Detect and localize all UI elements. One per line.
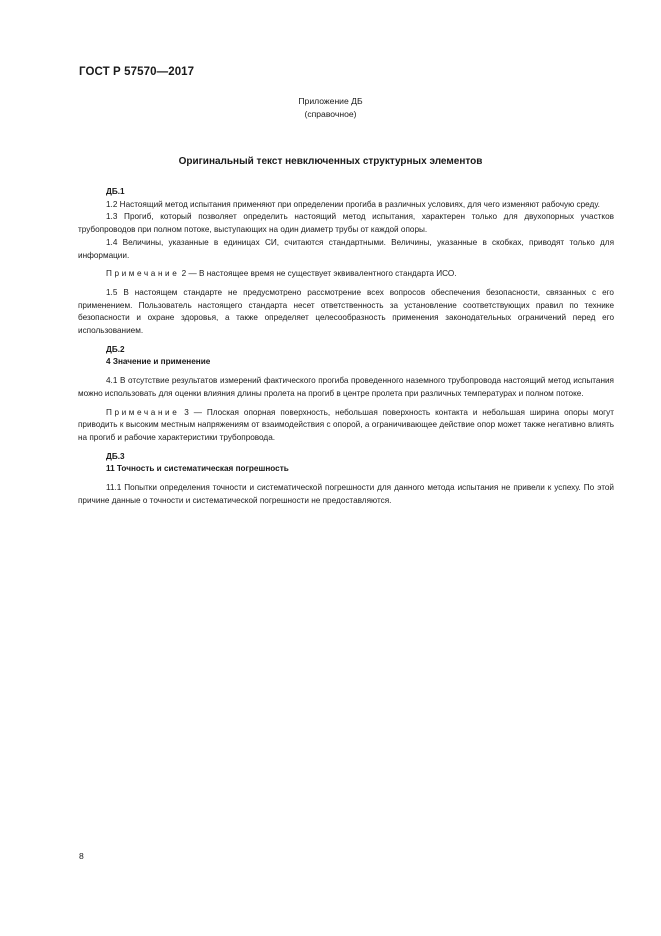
note-3: [78, 407, 614, 445]
note-3-word: Примечание: [106, 407, 180, 417]
note-3-text: 3 — Плоская опорная поверхность, небольшая поверхность контакта и небольшая ширина опоры могут приводить к высоким местным напряжениям от взаимодействия с опорой, а ограничивающее действие опор может также негативно влиять на прогиб и рабочие характеристики трубопровода.: [78, 407, 614, 442]
paragraph-11-1: 11.1 Попытки определения точности и систематической погрешности для данного метода испытания не привели к успеху. По этой причине данные о точности и систематической погрешности не предоставляются.: [78, 483, 614, 505]
note-2-text: 2 — В настоящее время не существует эквивалентного стандарта ИСО.: [179, 269, 457, 279]
paragraph-1-4: 1.4 Величины, указанные в единицах СИ, считаются стандартными. Величины, указанные в скобках, приводят только для информации.: [78, 237, 614, 260]
section-label-db3: ДБ.3: [106, 451, 125, 461]
paragraph-4-1: 4.1 В отсутствие результатов измерений фактического прогиба проведенного наземного трубопровода настоящий метод испытания можно использовать для оценки влияния длины пролета на прогиб в центре пролета при различных температурах и полном потоке.: [78, 376, 614, 398]
section-label-db1: ДБ.1: [106, 187, 125, 196]
paragraph-1-2: 1.2 Настоящий метод испытания применяют при определении прогиба в различных условиях, для чего изменяют рабочую среду.: [106, 199, 600, 209]
page-number: 8: [79, 851, 84, 861]
document-body: [78, 184, 614, 507]
paragraph-1-5: 1.5 В настоящем стандарте не предусмотрено рассмотрение всех вопросов обеспечения безопасности, связанных с его применением. Пользователь настоящего стандарта несет ответственность за установление соответствующих правил по технике безопасности и охране здоровья, а также определяет целесообразность применения законодательных ограничений перед его использованием.: [78, 287, 614, 336]
note-2: [78, 268, 614, 281]
section-label-db2: ДБ.2: [106, 344, 125, 354]
appendix-subtitle: (справочное): [304, 109, 357, 119]
appendix-title: Приложение ДБ: [298, 96, 363, 106]
subheading-4: 4 Значение и применение: [106, 357, 211, 367]
note-2-word: Примечание: [106, 269, 180, 279]
document-id-header: ГОСТ Р 57570—2017: [79, 66, 195, 78]
main-title: Оригинальный текст невключенных структурных элементов: [178, 156, 483, 167]
subheading-11: 11 Точность и систематическая погрешность: [106, 464, 289, 474]
paragraph-1-3: 1.3 Прогиб, который позволяет определить настоящий метод испытания, характерен только для двухопорных участков трубопроводов при полном потоке, выступающих на один диаметр трубы от каждой опоры.: [78, 212, 614, 235]
